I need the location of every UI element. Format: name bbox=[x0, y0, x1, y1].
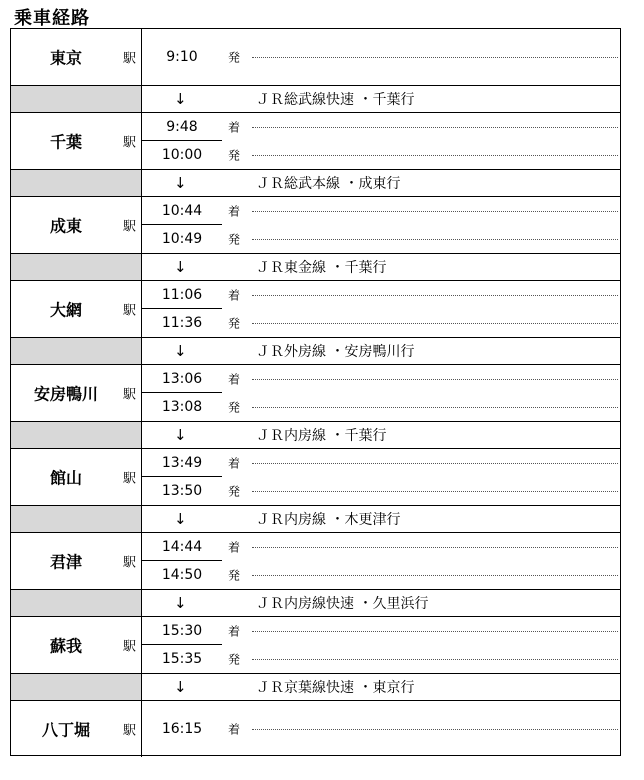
arrival-label: 着 bbox=[228, 540, 241, 555]
departure-time: 9:10 bbox=[166, 49, 198, 65]
route-label: ＪＲ東金線 ・千葉行 bbox=[256, 260, 387, 276]
departure-time: 15:35 bbox=[161, 651, 203, 667]
arrival-label: 着 bbox=[228, 722, 241, 737]
dotted-line bbox=[252, 631, 618, 632]
transit-row bbox=[11, 589, 620, 617]
arrival-label: 着 bbox=[228, 624, 241, 639]
departure-label: 発 bbox=[228, 148, 241, 163]
departure-time: 10:00 bbox=[161, 147, 203, 163]
station-name: 東京 bbox=[49, 48, 82, 68]
station-name: 大網 bbox=[49, 300, 82, 320]
station-row bbox=[11, 281, 620, 337]
eki-label: 駅 bbox=[123, 219, 137, 235]
route-label: ＪＲ総武本線 ・成東行 bbox=[256, 176, 401, 192]
transit-row bbox=[11, 169, 620, 197]
arrival-label: 着 bbox=[228, 456, 241, 471]
eki-label: 駅 bbox=[123, 387, 137, 403]
down-arrow-icon: ↓ bbox=[174, 510, 187, 528]
arrival-label: 着 bbox=[228, 288, 241, 303]
down-arrow-icon: ↓ bbox=[174, 90, 187, 108]
dotted-line bbox=[252, 463, 618, 464]
route-label: ＪＲ総武線快速 ・千葉行 bbox=[256, 92, 415, 108]
departure-time: 10:49 bbox=[161, 231, 203, 247]
dotted-line bbox=[252, 407, 618, 408]
dotted-line bbox=[252, 379, 618, 380]
dotted-line bbox=[252, 127, 618, 128]
eki-label: 駅 bbox=[123, 135, 137, 151]
arrival-label: 着 bbox=[228, 120, 241, 135]
station-name: 君津 bbox=[49, 552, 82, 572]
page-title: 乗車経路 bbox=[14, 8, 90, 29]
down-arrow-icon: ↓ bbox=[174, 174, 187, 192]
departure-time: 13:50 bbox=[161, 483, 203, 499]
down-arrow-icon: ↓ bbox=[174, 342, 187, 360]
station-name: 蘇我 bbox=[49, 636, 82, 656]
dotted-line bbox=[252, 295, 618, 296]
eki-label: 駅 bbox=[123, 303, 137, 319]
station-name: 八丁堀 bbox=[41, 720, 90, 740]
departure-label: 発 bbox=[228, 232, 241, 247]
arrival-time: 9:48 bbox=[166, 119, 198, 135]
transit-row bbox=[11, 85, 620, 113]
transit-row bbox=[11, 673, 620, 701]
departure-label: 発 bbox=[228, 316, 241, 331]
station-name: 安房鴨川 bbox=[33, 384, 98, 404]
route-label: ＪＲ内房線 ・千葉行 bbox=[256, 428, 387, 444]
arrival-time: 11:06 bbox=[161, 287, 203, 303]
station-row bbox=[11, 617, 620, 673]
departure-label: 発 bbox=[228, 50, 241, 65]
down-arrow-icon: ↓ bbox=[174, 426, 187, 444]
route-table bbox=[10, 28, 621, 756]
eki-label: 駅 bbox=[123, 723, 137, 739]
dotted-line bbox=[252, 323, 618, 324]
departure-label: 発 bbox=[228, 652, 241, 667]
station-row bbox=[11, 701, 620, 757]
route-label: ＪＲ内房線 ・木更津行 bbox=[256, 512, 401, 528]
station-row bbox=[11, 533, 620, 589]
departure-time: 11:36 bbox=[161, 315, 203, 331]
arrival-label: 着 bbox=[228, 204, 241, 219]
dotted-line bbox=[252, 211, 618, 212]
departure-label: 発 bbox=[228, 568, 241, 583]
route-label: ＪＲ外房線 ・安房鴨川行 bbox=[256, 344, 415, 360]
station-row bbox=[11, 29, 620, 85]
station-row bbox=[11, 365, 620, 421]
dotted-line bbox=[252, 729, 618, 730]
dotted-line bbox=[252, 547, 618, 548]
dotted-line bbox=[252, 57, 618, 58]
eki-label: 駅 bbox=[123, 51, 137, 67]
down-arrow-icon: ↓ bbox=[174, 678, 187, 696]
dotted-line bbox=[252, 659, 618, 660]
departure-label: 発 bbox=[228, 484, 241, 499]
transit-row bbox=[11, 337, 620, 365]
transit-row bbox=[11, 421, 620, 449]
station-name: 千葉 bbox=[49, 132, 82, 152]
departure-time: 14:50 bbox=[161, 567, 203, 583]
arrival-label: 着 bbox=[228, 372, 241, 387]
dotted-line bbox=[252, 491, 618, 492]
departure-label: 発 bbox=[228, 400, 241, 415]
dotted-line bbox=[252, 155, 618, 156]
eki-label: 駅 bbox=[123, 555, 137, 571]
dotted-line bbox=[252, 575, 618, 576]
arrival-time: 10:44 bbox=[161, 203, 203, 219]
down-arrow-icon: ↓ bbox=[174, 258, 187, 276]
arrival-time: 13:49 bbox=[161, 455, 203, 471]
station-row bbox=[11, 113, 620, 169]
departure-time: 13:08 bbox=[161, 399, 203, 415]
arrival-time: 15:30 bbox=[161, 623, 203, 639]
eki-label: 駅 bbox=[123, 471, 137, 487]
station-row bbox=[11, 449, 620, 505]
route-label: ＪＲ内房線快速 ・久里浜行 bbox=[256, 596, 429, 612]
arrival-time: 13:06 bbox=[161, 371, 203, 387]
transit-row bbox=[11, 253, 620, 281]
station-name: 館山 bbox=[49, 468, 82, 488]
route-label: ＪＲ京葉線快速 ・東京行 bbox=[256, 680, 415, 696]
eki-label: 駅 bbox=[123, 639, 137, 655]
transit-row bbox=[11, 505, 620, 533]
arrival-time: 14:44 bbox=[161, 539, 203, 555]
arrival-time: 16:15 bbox=[161, 721, 203, 737]
down-arrow-icon: ↓ bbox=[174, 594, 187, 612]
dotted-line bbox=[252, 239, 618, 240]
station-name: 成東 bbox=[49, 216, 82, 236]
station-row bbox=[11, 197, 620, 253]
